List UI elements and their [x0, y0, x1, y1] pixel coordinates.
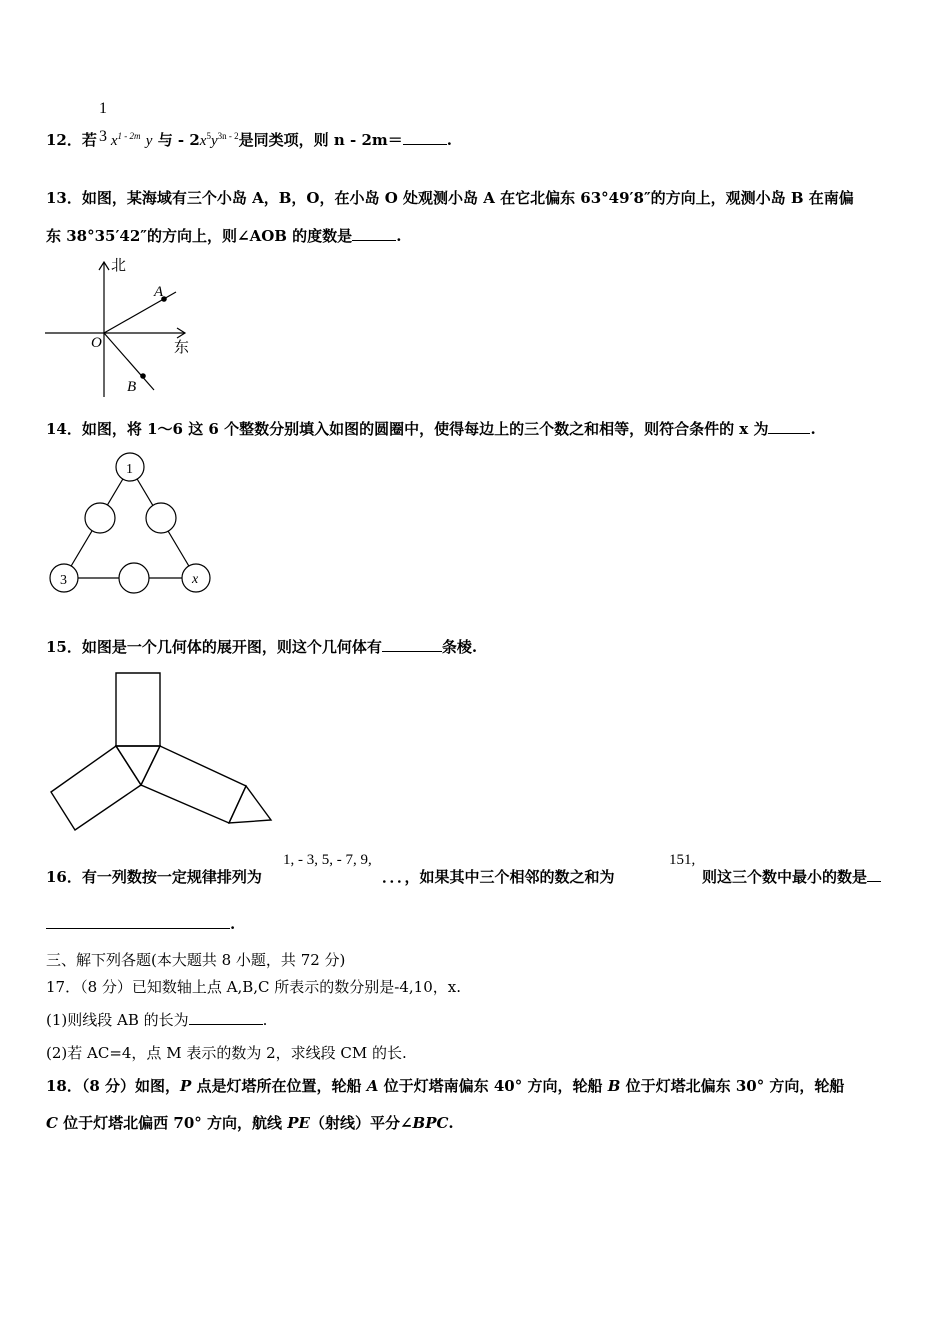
question-13-line-1: 13．如图，某海域有三个小岛 A，B，O，在小岛 O 处观测小岛 A 在它北偏东 63°49′8″的方向上，观测小岛 B 在南偏 — [46, 189, 854, 207]
circle-top-value: 1 — [126, 462, 133, 477]
section-heading: 三、解下列各题(本大题共 8 小题，共 72 分) — [46, 951, 346, 969]
question-18-line-1: 18．（8 分）如图，P 点是灯塔所在位置，轮船 A 位于灯塔南偏东 40° 方向，轮船 B 位于灯塔北偏东 30° 方向，轮船 — [46, 1077, 845, 1095]
number-sequence: 1, - 3, 5, - 7, 9, — [283, 852, 372, 868]
answer-blank — [189, 1012, 263, 1025]
north-label: 北 — [111, 256, 127, 274]
sum-value: 151, — [669, 852, 696, 868]
question-16-middle: ．．．，如果其中三个相邻的数之和为 — [382, 868, 615, 886]
question-12-text: 12．若 $x^{1 - 2m}$ y 与 - $2x^5y^{3n - 2}$是同类项，则 n - 2m＝ . — [46, 131, 452, 149]
fraction-denominator: 3 — [99, 128, 107, 145]
question-18-line-2: C 位于灯塔北偏西 70° 方向，航线 PE（射线）平分∠BPC. — [46, 1114, 454, 1132]
circle-right-value: x — [192, 572, 199, 587]
fraction-numerator: 1 — [99, 100, 107, 117]
answer-blank — [46, 916, 230, 929]
point-a-label: A — [154, 284, 164, 300]
question-13-line-2: 东 38°35′42″的方向上，则∠AOB 的度数是 . — [46, 227, 402, 245]
question-16-tail: 则这三个数中最小的数是 — [702, 866, 881, 887]
question-17-part-1: (1)则线段 AB 的长为 . — [46, 1011, 268, 1029]
question-17-part-2: (2)若 AC=4，点 M 表示的数为 2，求线段 CM 的长. — [46, 1044, 407, 1062]
origin-label: O — [91, 335, 102, 351]
circle-left-value: 3 — [60, 573, 67, 588]
point-b-label: B — [127, 379, 137, 395]
question-17-stem: 17．（8 分）已知数轴上点 A,B,C 所表示的数分别是-4,10，x. — [46, 978, 461, 996]
question-16-answer-line: . — [46, 915, 235, 933]
east-label: 东 — [174, 338, 190, 356]
question-15-text: 15．如图是一个几何体的展开图，则这个几何体有 条棱. — [46, 638, 478, 656]
question-16-lead: 16．有一列数按一定规律排列为 — [46, 868, 262, 886]
question-14-text: 14．如图，将 1～6 这 6 个整数分别填入如图的圆圈中，使得每边上的三个数之和相等，则符合条件的 x 为 . — [46, 420, 816, 438]
